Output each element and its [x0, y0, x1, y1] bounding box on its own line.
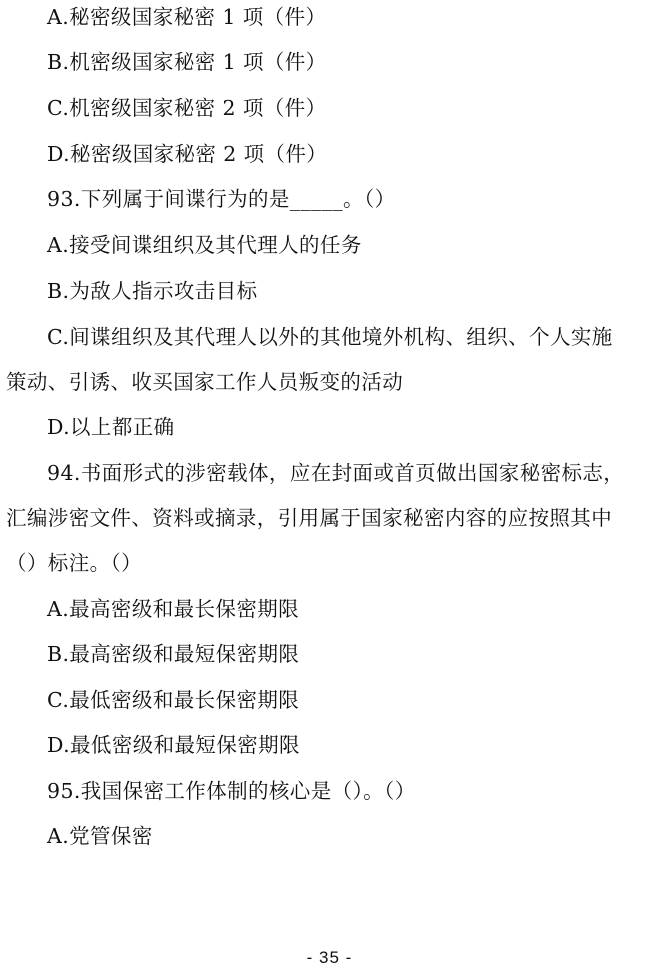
option-a-q93: A.接受间谍组织及其代理人的任务 — [47, 233, 362, 257]
option-a-q92: A.秘密级国家秘密 1 项（件） — [47, 5, 327, 29]
question-94-line3: （）标注。（） — [6, 551, 143, 575]
question-94-line2: 汇编涉密文件、资料或摘录，引用属于国家秘密内容的应按照其中 — [6, 506, 613, 530]
option-c-q93-line1: C.间谍组织及其代理人以外的其他境外机构、组织、个人实施 — [47, 325, 613, 349]
question-94-line1: 94.书面形式的涉密载体，应在封面或首页做出国家秘密标志， — [47, 461, 625, 485]
question-93: 93.下列属于间谍行为的是_____。（） — [47, 187, 396, 211]
option-b-q94: B.最高密级和最短保密期限 — [47, 642, 300, 666]
page-number: - 35 - — [306, 948, 353, 967]
option-a-q94: A.最高密级和最长保密期限 — [47, 597, 300, 621]
option-c-q93-line2: 策动、引诱、收买国家工作人员叛变的活动 — [6, 370, 404, 394]
option-c-q94: C.最低密级和最长保密期限 — [47, 688, 300, 712]
option-b-q93: B.为敌人指示攻击目标 — [47, 279, 258, 303]
option-b-q92: B.机密级国家秘密 1 项（件） — [47, 50, 327, 74]
option-d-q94: D.最低密级和最短保密期限 — [47, 733, 300, 757]
option-d-q92: D.秘密级国家秘密 2 项（件） — [47, 142, 328, 166]
option-c-q92: C.机密级国家秘密 2 项（件） — [47, 96, 327, 120]
option-d-q93: D.以上都正确 — [47, 415, 175, 439]
question-95: 95.我国保密工作体制的核心是（）。（） — [47, 779, 416, 803]
option-a-q95: A.党管保密 — [47, 824, 153, 848]
